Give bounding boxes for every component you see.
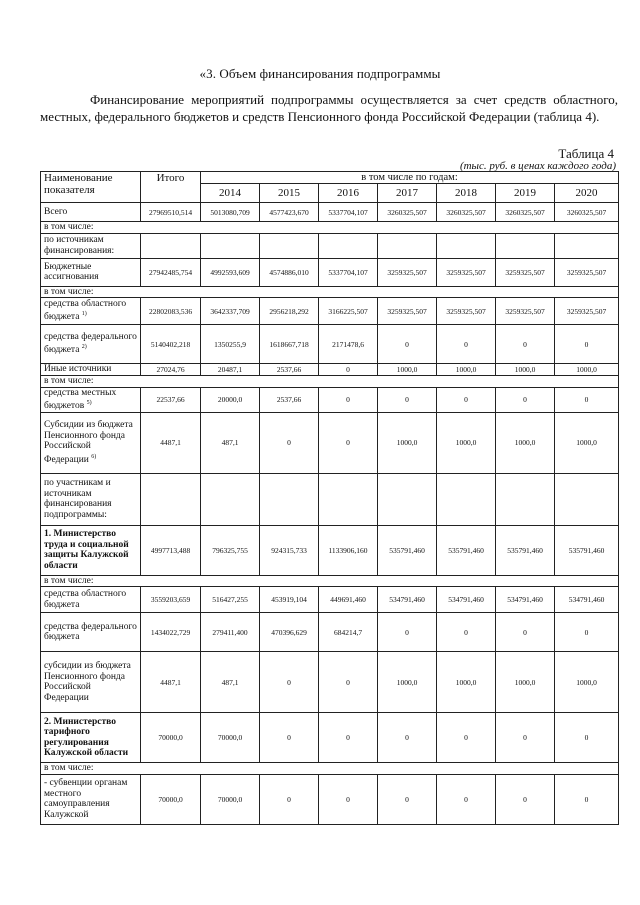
year-value-cell: [555, 473, 619, 525]
footnote-marker: 2): [81, 344, 87, 351]
year-value-cell: 0: [555, 325, 619, 364]
year-value-cell: 2537,66: [260, 364, 319, 376]
year-value-cell: 20000,0: [201, 387, 260, 412]
total-value-cell: 27942485,754: [141, 258, 201, 286]
header-year: 2019: [496, 184, 555, 203]
year-value-cell: 534791,460: [378, 587, 437, 613]
row-label-text: 2. Министерство тарифного регулирования Калужской области: [44, 716, 129, 759]
year-value-cell: 3260325,507: [378, 203, 437, 222]
year-value-cell: 3259325,507: [555, 298, 619, 325]
row-label-text: средства областного бюджета: [44, 589, 127, 610]
year-value-cell: 1000,0: [496, 364, 555, 376]
year-value-cell: [260, 473, 319, 525]
year-value-cell: 4992593,609: [201, 258, 260, 286]
year-value-cell: 2956218,292: [260, 298, 319, 325]
row-label: [41, 203, 141, 222]
row-label: [41, 652, 141, 713]
year-value-cell: [319, 233, 378, 258]
row-label: [41, 525, 141, 575]
table-row: [41, 525, 619, 575]
year-value-cell: 1000,0: [437, 652, 496, 713]
row-label: [41, 713, 141, 763]
year-value-cell: 0: [319, 364, 378, 376]
row-label: [41, 364, 141, 376]
year-value-cell: 0: [555, 387, 619, 412]
year-value-cell: 0: [378, 774, 437, 824]
year-value-cell: 1000,0: [555, 412, 619, 473]
header-year: 2020: [555, 184, 619, 203]
table-units-note: (тыс. руб. в ценах каждого года): [459, 160, 616, 172]
year-value-cell: [260, 233, 319, 258]
row-label: [41, 286, 619, 298]
row-label: [41, 325, 141, 364]
year-value-cell: 5337704,107: [319, 203, 378, 222]
year-value-cell: 4577423,670: [260, 203, 319, 222]
total-value-cell: 70000,0: [141, 713, 201, 763]
year-value-cell: 535791,460: [378, 525, 437, 575]
table-row: [41, 325, 619, 364]
row-label: [41, 473, 141, 525]
year-value-cell: 1350255,9: [201, 325, 260, 364]
year-value-cell: 0: [319, 387, 378, 412]
year-value-cell: 0: [260, 713, 319, 763]
row-label-text: в том числе:: [44, 286, 94, 297]
total-value-cell: 1434022,729: [141, 613, 201, 652]
row-label-text: субсидии из бюджета Пенсионного фонда Российской Федерации: [44, 661, 131, 703]
year-value-cell: [201, 473, 260, 525]
row-label-text: - субвенции органам местного самоуправления Калужской: [44, 778, 128, 820]
header-indicator-name: Наименование показателя: [41, 172, 141, 203]
row-label-text: по источникам финансирования:: [44, 235, 115, 256]
financing-table: [40, 171, 619, 825]
table-row: [41, 364, 619, 376]
year-value-cell: 0: [319, 774, 378, 824]
header-year: 2014: [201, 184, 260, 203]
year-value-cell: 516427,255: [201, 587, 260, 613]
table-row: [41, 222, 619, 234]
year-value-cell: 1618667,718: [260, 325, 319, 364]
year-value-cell: 0: [496, 387, 555, 412]
year-value-cell: 487,1: [201, 412, 260, 473]
header-total: Итого: [141, 172, 201, 203]
year-value-cell: [496, 473, 555, 525]
total-value-cell: 5140402,218: [141, 325, 201, 364]
year-value-cell: 0: [555, 613, 619, 652]
year-value-cell: 3259325,507: [496, 258, 555, 286]
year-value-cell: 1000,0: [555, 364, 619, 376]
year-value-cell: 0: [437, 713, 496, 763]
year-value-cell: 0: [319, 652, 378, 713]
year-value-cell: 3259325,507: [496, 298, 555, 325]
row-label-text: в том числе:: [44, 763, 94, 774]
row-label: [41, 575, 619, 587]
year-value-cell: 1000,0: [378, 364, 437, 376]
table-row: [41, 286, 619, 298]
year-value-cell: 0: [378, 713, 437, 763]
year-value-cell: 0: [319, 713, 378, 763]
header-years-group: в том числе по годам:: [201, 172, 619, 184]
year-value-cell: 0: [260, 774, 319, 824]
table-row: [41, 763, 619, 775]
table-row: [41, 387, 619, 412]
row-label: [41, 412, 141, 473]
year-value-cell: 279411,400: [201, 613, 260, 652]
year-value-cell: [378, 233, 437, 258]
year-value-cell: 0: [378, 325, 437, 364]
table-body: [41, 203, 619, 825]
year-value-cell: [378, 473, 437, 525]
row-label-text: в том числе:: [44, 376, 94, 386]
header-year: 2017: [378, 184, 437, 203]
year-value-cell: 534791,460: [437, 587, 496, 613]
year-value-cell: 0: [319, 412, 378, 473]
year-value-cell: 3259325,507: [437, 298, 496, 325]
row-label: [41, 387, 141, 412]
total-value-cell: 3559203,659: [141, 587, 201, 613]
year-value-cell: 2537,66: [260, 387, 319, 412]
year-value-cell: 1000,0: [437, 412, 496, 473]
row-label: [41, 298, 141, 325]
year-value-cell: 3259325,507: [437, 258, 496, 286]
year-value-cell: 0: [437, 325, 496, 364]
table-number-label: Таблица 4: [558, 146, 614, 161]
row-label-text: средства местных бюджетов: [44, 387, 117, 412]
total-value-cell: 4997713,488: [141, 525, 201, 575]
year-value-cell: 0: [260, 652, 319, 713]
year-value-cell: 0: [437, 613, 496, 652]
row-label: [41, 258, 141, 286]
year-value-cell: 449691,460: [319, 587, 378, 613]
row-label: [41, 222, 619, 234]
year-value-cell: 0: [378, 387, 437, 412]
table-row: [41, 473, 619, 525]
year-value-cell: 2171478,6: [319, 325, 378, 364]
total-value-cell: 4487,1: [141, 412, 201, 473]
year-value-cell: 3642337,709: [201, 298, 260, 325]
table-row: [41, 774, 619, 824]
total-value-cell: 22802083,536: [141, 298, 201, 325]
total-value-cell: 22537,66: [141, 387, 201, 412]
table-row: [41, 587, 619, 613]
header-year: 2016: [319, 184, 378, 203]
row-label-text: Бюджетные ассигнования: [44, 261, 99, 282]
footnote-marker: 5): [86, 400, 92, 406]
footnote-marker: 6): [91, 453, 97, 460]
header-year: 2015: [260, 184, 319, 203]
row-label-text: средства федерального бюджета: [44, 331, 137, 356]
year-value-cell: 70000,0: [201, 774, 260, 824]
table-row: [41, 203, 619, 222]
year-value-cell: 1000,0: [378, 412, 437, 473]
year-value-cell: [319, 473, 378, 525]
row-label: [41, 613, 141, 652]
year-value-cell: [555, 233, 619, 258]
year-value-cell: [201, 233, 260, 258]
table-row: [41, 713, 619, 763]
year-value-cell: 70000,0: [201, 713, 260, 763]
year-value-cell: 3260325,507: [555, 203, 619, 222]
year-value-cell: [437, 473, 496, 525]
year-value-cell: 3166225,507: [319, 298, 378, 325]
row-label: [41, 763, 619, 775]
year-value-cell: 1000,0: [496, 652, 555, 713]
section-heading: «3. Объем финансирования подпрограммы: [199, 66, 441, 81]
year-value-cell: 4574886,010: [260, 258, 319, 286]
row-label-text: Всего: [44, 206, 68, 217]
year-value-cell: 1000,0: [437, 364, 496, 376]
table-row: [41, 258, 619, 286]
year-value-cell: 0: [496, 713, 555, 763]
year-value-cell: 1000,0: [555, 652, 619, 713]
table-row: [41, 233, 619, 258]
year-value-cell: 487,1: [201, 652, 260, 713]
table-row: [41, 412, 619, 473]
intro-paragraph: [40, 92, 618, 125]
year-value-cell: 470396,629: [260, 613, 319, 652]
row-label-text: средства федерального бюджета: [44, 621, 137, 643]
year-value-cell: 0: [260, 412, 319, 473]
year-value-cell: 924315,733: [260, 525, 319, 575]
year-value-cell: 0: [437, 387, 496, 412]
table-row: [41, 298, 619, 325]
table-row: [41, 376, 619, 388]
year-value-cell: 535791,460: [496, 525, 555, 575]
row-label-text: средства областного бюджета: [44, 298, 127, 323]
year-value-cell: 534791,460: [555, 587, 619, 613]
header-year: 2018: [437, 184, 496, 203]
year-value-cell: 0: [496, 325, 555, 364]
year-value-cell: 796325,755: [201, 525, 260, 575]
row-label-text: в том числе:: [44, 575, 94, 586]
year-value-cell: 0: [555, 774, 619, 824]
table-row: [41, 613, 619, 652]
year-value-cell: 1000,0: [378, 652, 437, 713]
total-value-cell: 4487,1: [141, 652, 201, 713]
row-label-text: по участникам и источникам финансирования подпрограммы:: [44, 478, 112, 520]
year-value-cell: 3259325,507: [378, 258, 437, 286]
row-label: [41, 233, 141, 258]
row-label-text: Иные источники: [44, 364, 112, 375]
row-label-text: Субсидии из бюджета Пенсионного фонда Российской Федерации: [44, 420, 133, 465]
total-value-cell: 27969510,514: [141, 203, 201, 222]
year-value-cell: 453919,104: [260, 587, 319, 613]
row-label: [41, 376, 619, 388]
row-label-text: в том числе:: [44, 222, 94, 232]
year-value-cell: 0: [496, 774, 555, 824]
year-value-cell: 535791,460: [555, 525, 619, 575]
total-value-cell: 70000,0: [141, 774, 201, 824]
year-value-cell: 0: [378, 613, 437, 652]
year-value-cell: 535791,460: [437, 525, 496, 575]
year-value-cell: 684214,7: [319, 613, 378, 652]
year-value-cell: 1000,0: [496, 412, 555, 473]
footnote-marker: 1): [81, 311, 87, 318]
year-value-cell: 5013080,709: [201, 203, 260, 222]
year-value-cell: [496, 233, 555, 258]
row-label: [41, 774, 141, 824]
table-row: [41, 652, 619, 713]
row-label: [41, 587, 141, 613]
year-value-cell: [437, 233, 496, 258]
year-value-cell: 0: [555, 713, 619, 763]
year-value-cell: 20487,1: [201, 364, 260, 376]
row-label-text: 1. Министерство труда и социальной защиты Калужской области: [44, 529, 129, 571]
year-value-cell: 5337704,107: [319, 258, 378, 286]
year-value-cell: 3259325,507: [378, 298, 437, 325]
year-value-cell: 3259325,507: [555, 258, 619, 286]
year-value-cell: 534791,460: [496, 587, 555, 613]
year-value-cell: 1133906,160: [319, 525, 378, 575]
year-value-cell: 3260325,507: [437, 203, 496, 222]
year-value-cell: 3260325,507: [496, 203, 555, 222]
year-value-cell: 0: [496, 613, 555, 652]
table-header: [41, 172, 619, 203]
total-value-cell: [141, 473, 201, 525]
table-row: [41, 575, 619, 587]
total-value-cell: [141, 233, 201, 258]
intro-paragraph-text: Финансирование мероприятий подпрограммы осуществляется за счет средств областного, местных, федерального бюджетов и средств Пенсионного фонда Российской Федерации (таблица 4).: [40, 92, 618, 124]
total-value-cell: 27024,76: [141, 364, 201, 376]
year-value-cell: 0: [437, 774, 496, 824]
